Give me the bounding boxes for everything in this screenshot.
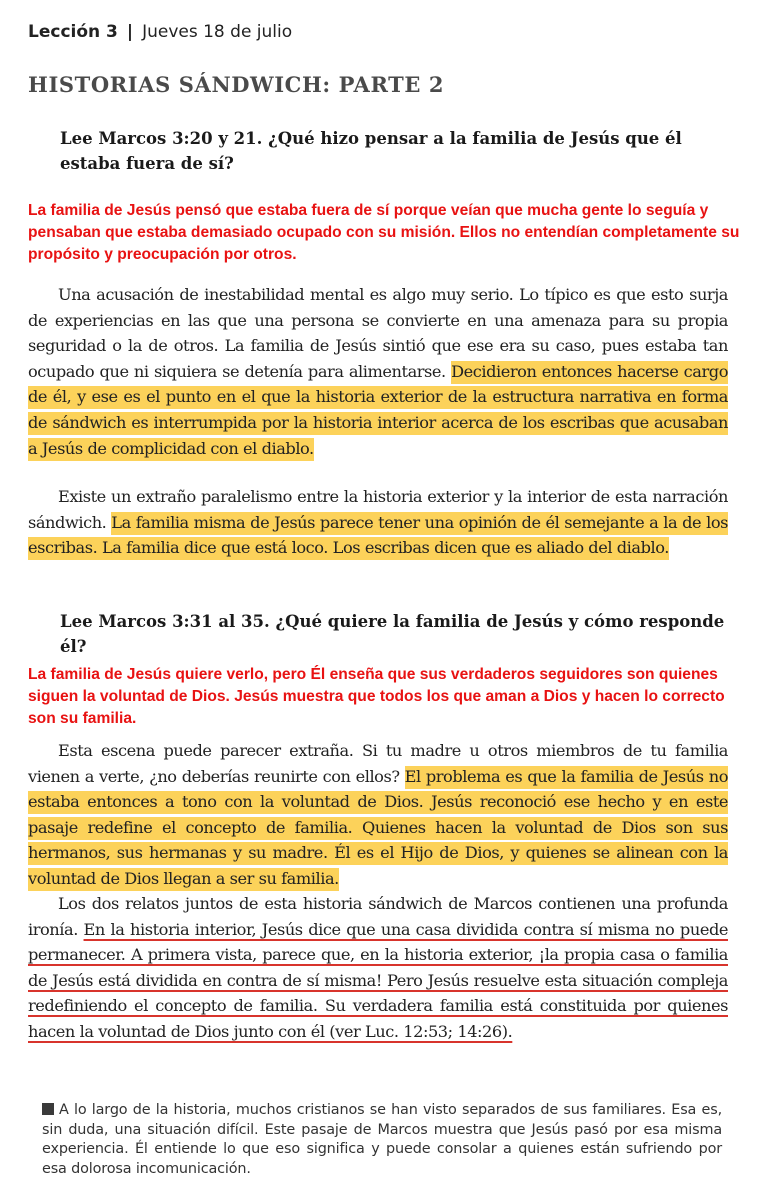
paragraph-3-highlight: El problema es que la familia de Jesús no estaba entonces a tono con la voluntad de Dios. Jesús reconoció ese hecho y en este pasaje redefine el concepto de familia. Quienes hacen la voluntad de Dios son sus hermanos, sus hermanas y su madre. Él es el Hijo de Dios, y quienes se alinean con la voluntad de Dios llegan a ser su familia.: [28, 766, 728, 891]
paragraph-2-highlight: La familia misma de Jesús parece tener una opinión de él semejante a la de los escribas. La familia dice que está loco. Los escribas dicen que es aliado del diablo.: [28, 512, 728, 561]
page-header: [28, 22, 292, 42]
paragraph-2-text: Existe un extraño paralelismo entre la historia exterior y la interior de esta narración sándwich.: [28, 487, 728, 532]
paragraph-4-underlined: En la historia interior, Jesús dice que una casa dividida contra sí misma no puede permanecer. A primera vista, parece que, en la historia exterior, ¡la propia casa o familia de Jesús está dividida en contra de sí misma! Pero Jesús resuelve esta situación compleja redefiniendo el concepto de familia. Su verdadera familia está constituida por quienes hacen la voluntad de Dios junto con él (ver Luc. 12:53; 14:26).: [28, 919, 728, 1041]
paragraph-4: [28, 891, 728, 1045]
answer-2: La familia de Jesús quiere verlo, pero Él enseña que sus verdaderos seguidores son quienes siguen la voluntad de Dios. Jesús muestra que todos los que aman a Dios y hacen lo correcto son su familia.: [28, 666, 725, 727]
paragraph-4-text: Los dos relatos juntos de esta historia sándwich de Marcos contienen una profunda ironía.: [28, 894, 728, 939]
paragraph-2: [28, 484, 728, 561]
lesson-number: Lección 3: [28, 22, 118, 42]
square-bullet-icon: [42, 1103, 54, 1115]
paragraph-1-text: Una acusación de inestabilidad mental es algo muy serio. Lo típico es que esto surja de experiencias en las que una persona se convierte en una amenaza para su propia seguridad o la de otros. La familia de Jesús sintió que ese era su caso, pues estaba tan ocupado que ni siquiera se detenía para alimentarse.: [28, 285, 728, 381]
application-note-text: A lo largo de la historia, muchos cristianos se han visto separados de sus familiares. Esa es, sin duda, una situación difícil. Este pasaje de Marcos muestra que Jesús pasó por esa misma experiencia. Él entiende lo que eso significa y puede consolar a quienes están sufriendo por esa dolorosa incomunicación.: [42, 1102, 722, 1177]
study-question-1: Lee Marcos 3:20 y 21. ¿Qué hizo pensar a la familia de Jesús que él estaba fuera de sí?: [60, 129, 682, 173]
header-separator: |: [126, 22, 134, 42]
paragraph-1-highlight: Decidieron entonces hacerse cargo de él, y ese es el punto en el que la historia exterior de la estructura narrativa en forma de sándwich es interrumpida por la historia interior acerca de los escribas que acusaban a Jesús de complicidad con el diablo.: [28, 361, 728, 461]
lesson-date: Jueves 18 de julio: [142, 22, 293, 42]
page-title: HISTORIAS SÁNDWICH: PARTE 2: [28, 72, 445, 97]
paragraph-1: [28, 282, 728, 461]
answer-1: La familia de Jesús pensó que estaba fuera de sí porque veían que mucha gente lo seguía y pensaban que estaba demasiado ocupado con su misión. Ellos no entendían completamente su propósito y preocupación por otros.: [28, 202, 740, 263]
paragraph-3-text: Esta escena puede parecer extraña. Si tu madre u otros miembros de tu familia vienen a verte, ¿no deberías reunirte con ellos?: [28, 741, 728, 786]
paragraph-3: [28, 738, 728, 892]
application-note: [42, 1101, 722, 1179]
study-question-2: Lee Marcos 3:31 al 35. ¿Qué quiere la familia de Jesús y cómo responde él?: [60, 612, 725, 656]
